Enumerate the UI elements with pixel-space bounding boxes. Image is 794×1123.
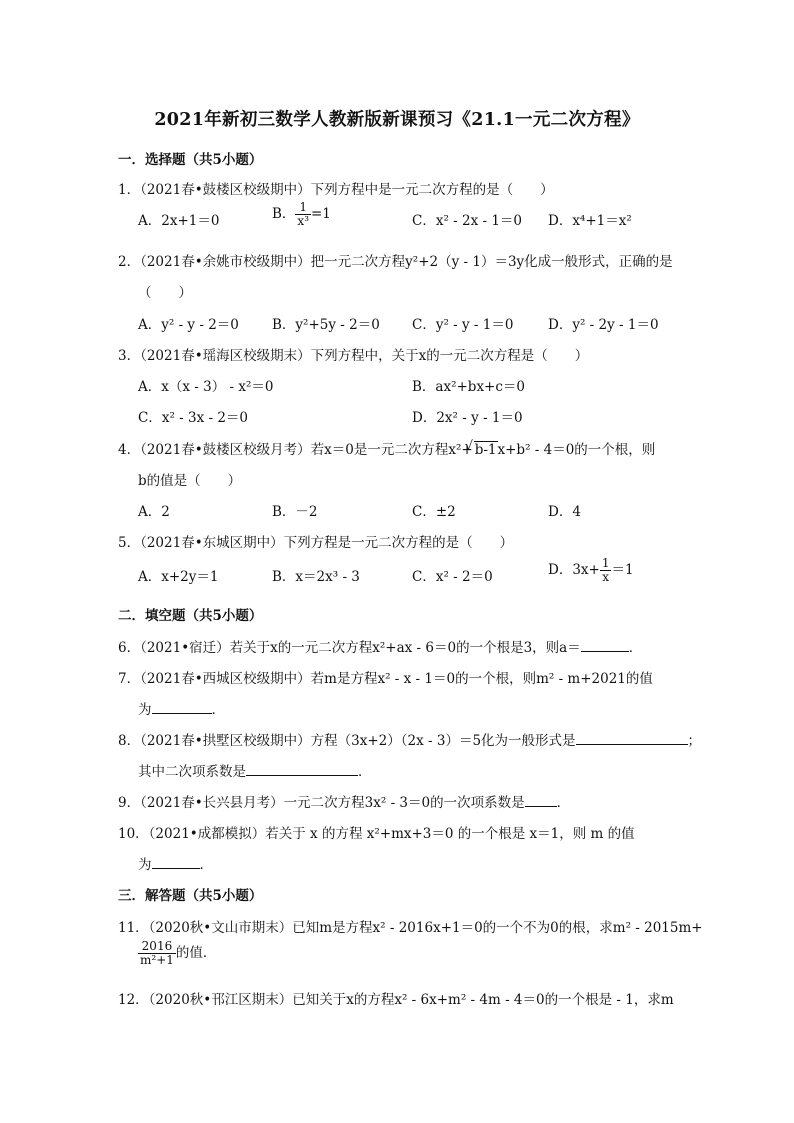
fraction-numerator: 2016 — [138, 940, 176, 954]
q3-option-a: A．x（x - 3） - x²＝0 — [138, 379, 274, 395]
q4-option-d: D．4 — [548, 504, 581, 520]
question-11-stem: 11．（2020秋•文山市期末）已知m是方程x² - 2016x+1＝0的一个不为0的根，求m² - 2015m+ — [118, 920, 703, 936]
q1-option-b-fraction — [295, 201, 311, 228]
question-8-stem: 8．（2021春•拱墅区校级期中）方程（3x+2）（2x - 3）＝5化为一般形式是 — [118, 733, 576, 749]
q4-stem-part2: x+b² - 4＝0的一个根，则 — [497, 442, 656, 458]
fraction-numerator: 1 — [601, 556, 610, 570]
question-7-stem: 7．（2021春•西城区校级期中）若m是方程x² - x - 1＝0的一个根，则m² - m+2021的值 — [118, 671, 653, 687]
question-7-end: ． — [211, 702, 225, 718]
question-1-stem: 1．（2021春•鼓楼区校级期中）下列方程中是一元二次方程的是（ ） — [118, 182, 554, 198]
question-4-stem-cont: b的值是（ ） — [138, 473, 242, 489]
q1-option-d: D．x⁴+1＝x² — [548, 213, 632, 229]
q11-fraction — [138, 940, 176, 967]
q5-option-d-rest: ＝1 — [611, 562, 634, 578]
fraction-denominator: x — [602, 570, 610, 584]
q1-option-a: A．2x+1＝0 — [138, 213, 220, 229]
section-heading-fill: 二．填空题（共5小题） — [118, 608, 263, 624]
page-title: 2021年新初三数学人教新版新课预习《21.1一元二次方程》 — [154, 110, 640, 130]
question-10-stem-cont: 为 — [138, 857, 152, 873]
q4-stem-part1: 4．（2021春•鼓楼区校级月考）若x＝0是一元二次方程x²+ — [118, 442, 473, 458]
question-2-stem: 2．（2021春•余姚市校级期中）把一元二次方程y²+2（y - 1）＝3y化成一般形式，正确的是 — [118, 254, 673, 270]
answer-blank[interactable] — [525, 794, 557, 807]
question-8-end2: ． — [358, 764, 372, 780]
question-10-cont — [138, 853, 213, 873]
question-2-stem-cont: （ ） — [138, 285, 192, 301]
answer-blank[interactable] — [576, 732, 688, 745]
question-5-stem: 5．（2021春•东城区期中）下列方程是一元二次方程的是（ ） — [118, 535, 514, 551]
question-6 — [118, 636, 642, 656]
q3-option-c: C．x² - 3x - 2＝0 — [138, 410, 249, 426]
answer-blank[interactable] — [246, 763, 358, 776]
q2-option-c: C．y² - y - 1＝0 — [412, 317, 514, 333]
answer-blank[interactable] — [581, 639, 629, 652]
q4-option-b: B．－2 — [272, 504, 318, 520]
question-11-cont — [138, 940, 216, 967]
q3-option-b: B．ax²+bx+c＝0 — [412, 379, 526, 395]
question-4-stem — [118, 438, 655, 458]
q5-option-a: A．x+2y＝1 — [138, 569, 219, 585]
q1-option-b — [272, 201, 331, 228]
q3-option-d: D．2x² - y - 1＝0 — [412, 410, 523, 426]
answer-blank[interactable] — [152, 856, 200, 869]
q1-option-b-label: B． — [272, 206, 296, 222]
fraction-numerator: 1 — [295, 201, 311, 215]
q2-option-d: D．y² - 2y - 1＝0 — [548, 317, 659, 333]
q5-option-b: B．x＝2x³ - 3 — [272, 569, 360, 585]
question-10-end: ． — [199, 857, 213, 873]
q5-option-d-label: D．3x+ — [548, 562, 600, 578]
question-7-cont — [138, 698, 225, 718]
question-8-end: ； — [687, 733, 702, 749]
question-11-end: 的值． — [175, 945, 217, 961]
question-9-stem: 9．（2021春•长兴县月考）一元二次方程3x² - 3＝0的一次项系数是 — [118, 795, 525, 811]
q4-sqrt-expression: √ b-1 — [474, 441, 498, 458]
section-heading-choice: 一．选择题（共5小题） — [118, 152, 263, 168]
question-9-end: ． — [556, 795, 571, 811]
question-9 — [118, 791, 570, 811]
question-6-end: ． — [628, 640, 643, 656]
q2-option-a: A．y² - y - 2＝0 — [138, 317, 239, 333]
question-10-stem: 10．（2021•成都模拟）若关于 x 的方程 x²+mx+3＝0 的一个根是 x＝1，则 m 的值 — [118, 826, 635, 842]
q5-option-c: C．x² - 2＝0 — [412, 569, 493, 585]
q2-option-b: B．y²+5y - 2＝0 — [272, 317, 380, 333]
fraction-denominator: x³ — [297, 214, 309, 228]
question-6-stem: 6．（2021•宿迁）若关于x的一元二次方程x²+ax - 6＝0的一个根是3，则a＝ — [118, 640, 581, 656]
question-7-stem-cont: 为 — [138, 702, 152, 718]
fraction-denominator: m²+1 — [140, 953, 174, 967]
question-8-stem-cont: 其中二次项系数是 — [138, 764, 246, 780]
q1-option-c: C．x² - 2x - 1＝0 — [412, 213, 523, 229]
question-12-stem: 12．（2020秋•邗江区期末）已知关于x的方程x² - 6x+m² - 4m - 4＝0的一个根是 - 1，求m — [118, 992, 674, 1008]
question-3-stem: 3．（2021春•瑶海区校级期末）下列方程中，关于x的一元二次方程是（ ） — [118, 348, 589, 364]
question-8 — [118, 729, 701, 749]
q4-option-c: C．±2 — [412, 504, 456, 520]
question-8-cont — [138, 760, 372, 780]
q5-option-d — [548, 557, 634, 584]
q5-option-d-fraction — [600, 557, 612, 584]
section-heading-solve: 三．解答题（共5小题） — [118, 888, 263, 904]
answer-blank[interactable] — [152, 701, 212, 714]
q1-option-b-rest: =1 — [311, 206, 331, 222]
q4-option-a: A．2 — [138, 504, 170, 520]
